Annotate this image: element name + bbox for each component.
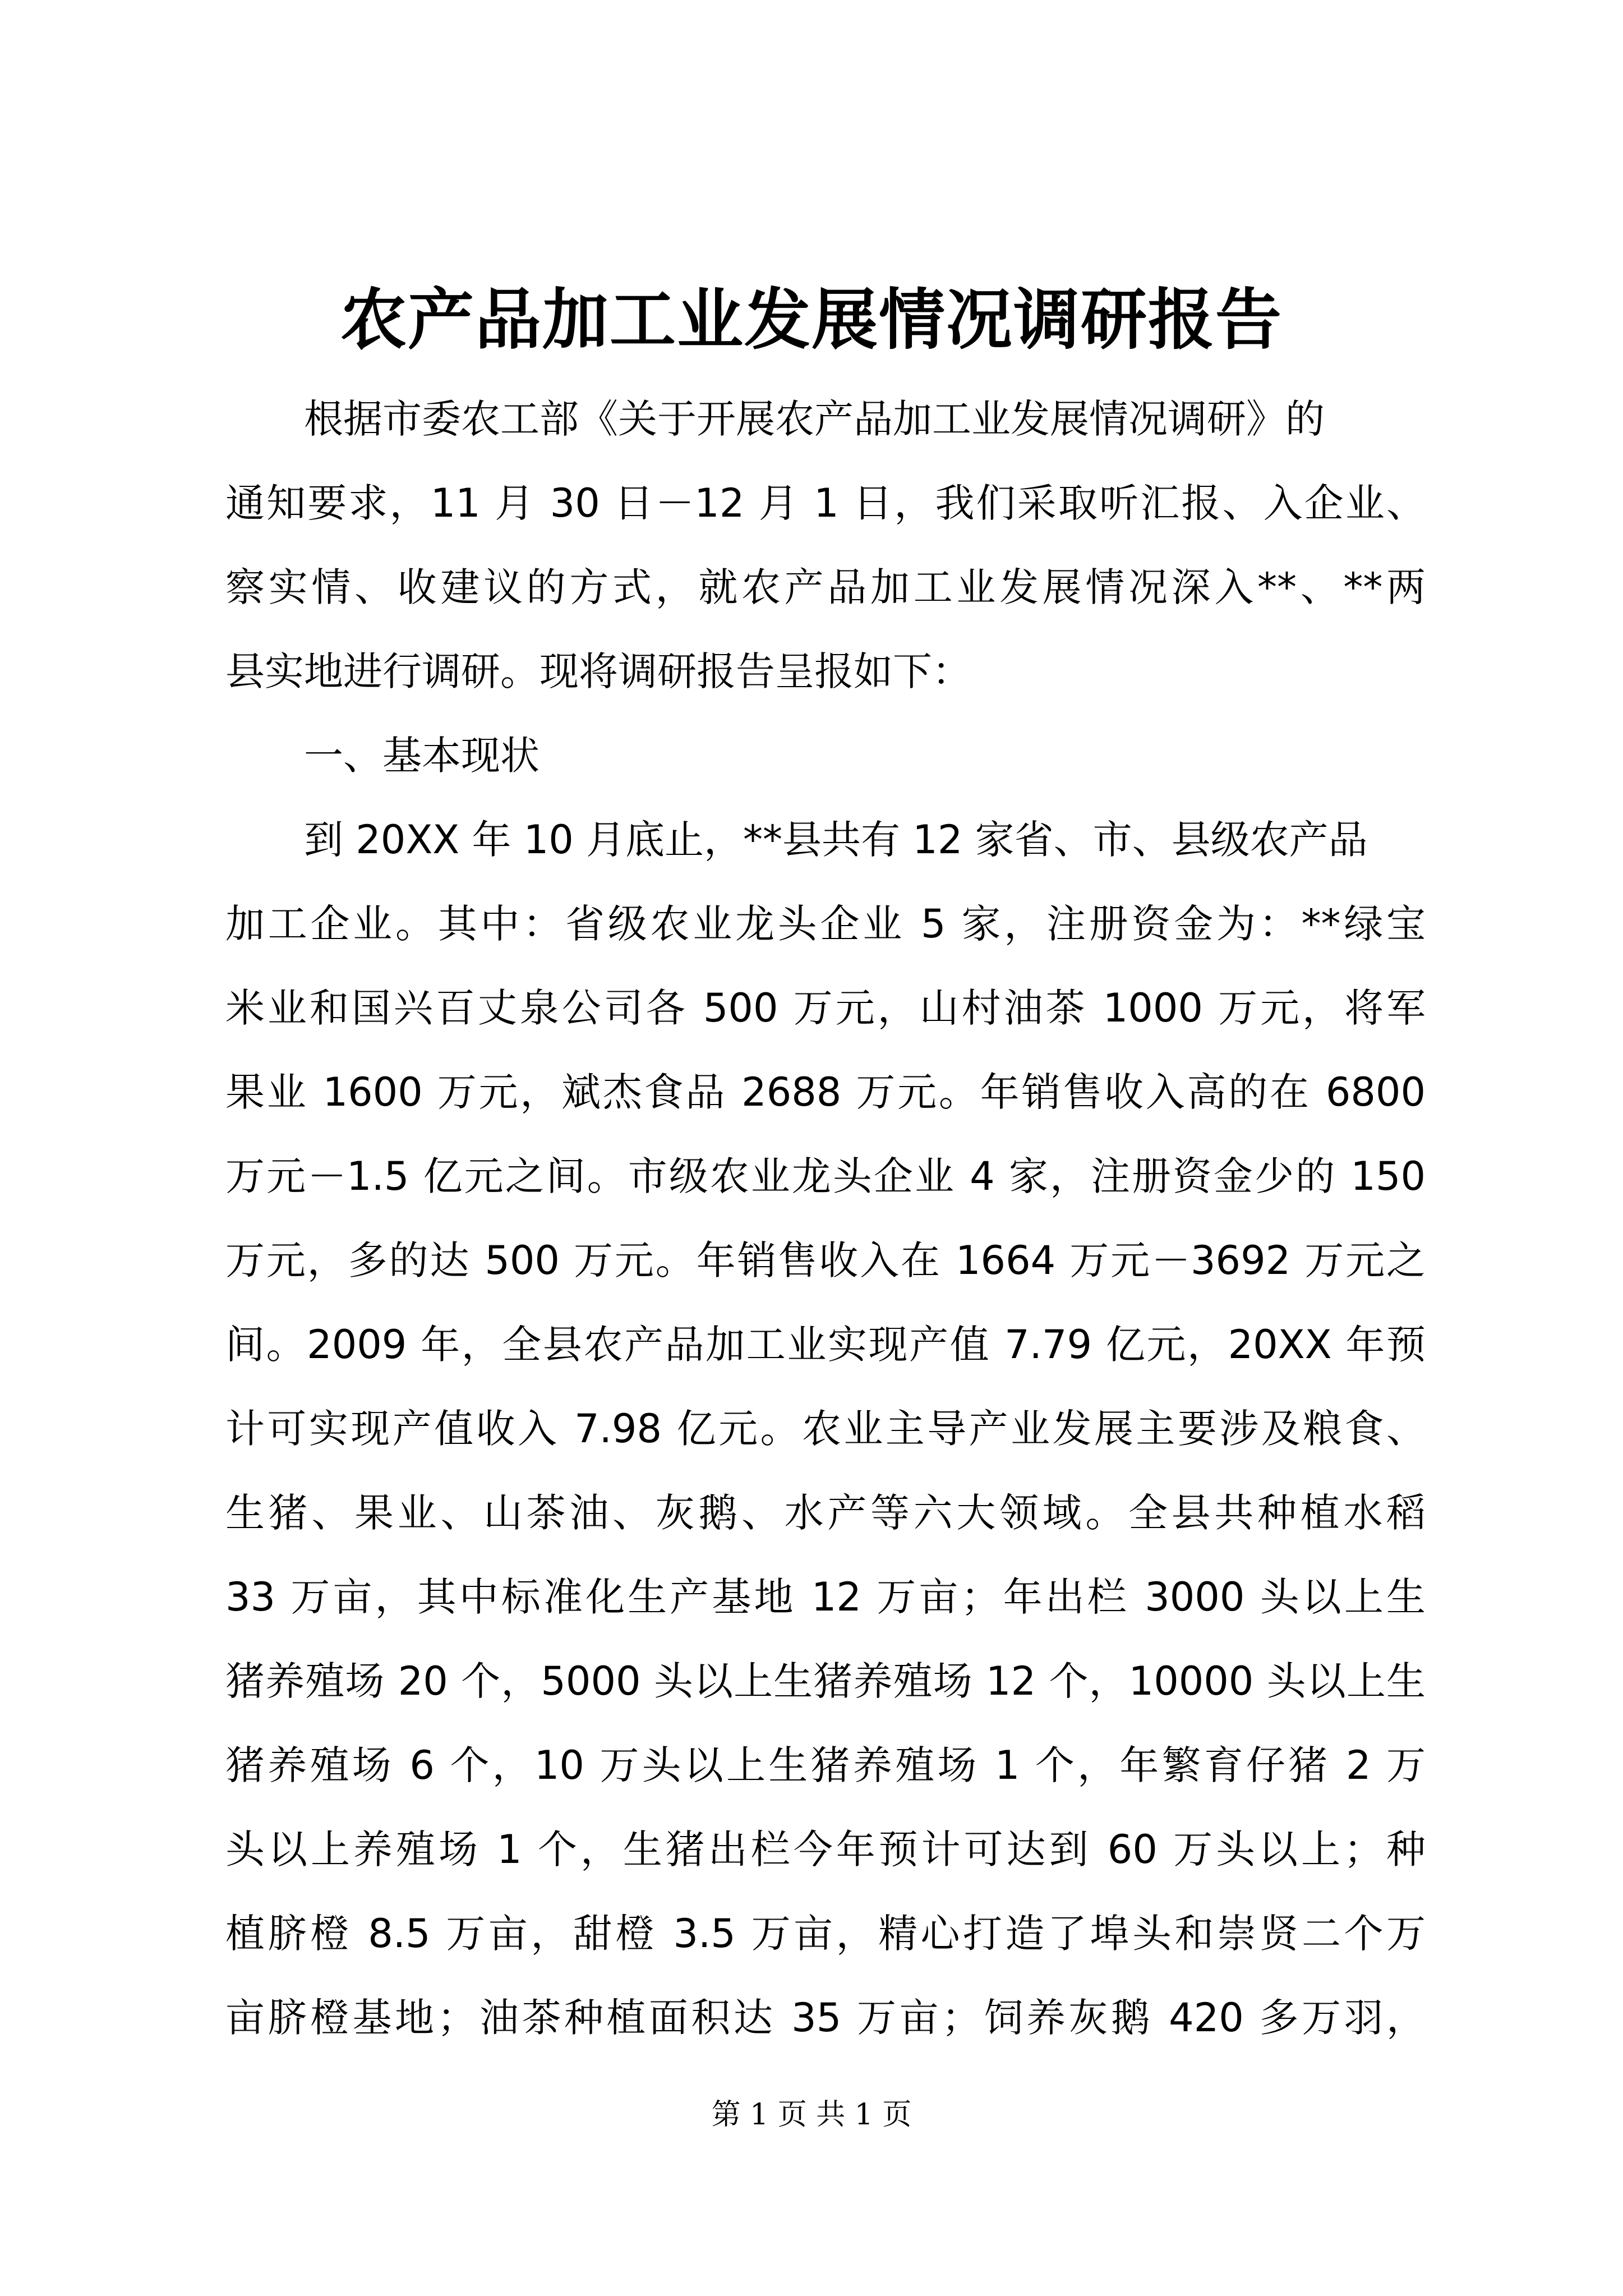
body-line: 植脐橙 8.5 万亩，甜橙 3.5 万亩，精心打造了埠头和崇贤二个万 (225, 1911, 1426, 1957)
body-line: 亩脐橙基地；油茶种植面积达 35 万亩；饲养灰鹅 420 多万羽， (225, 1995, 1426, 2041)
body-line: 猪养殖场 6 个，10 万头以上生猪养殖场 1 个，年繁育仔猪 2 万 (225, 1742, 1426, 1788)
body-line: 万元－1.5 亿元之间。市级农业龙头企业 4 家，注册资金少的 150 (225, 1153, 1426, 1199)
body-line: 米业和国兴百丈泉公司各 500 万元，山村油茶 1000 万元，将军 (225, 985, 1426, 1031)
body-line: 33 万亩，其中标准化生产基地 12 万亩；年出栏 3000 头以上生 (225, 1574, 1426, 1620)
body-line: 头以上养殖场 1 个，生猪出栏今年预计可达到 60 万头以上；种 (225, 1826, 1426, 1872)
body-line: 猪养殖场 20 个，5000 头以上生猪养殖场 12 个，10000 头以上生 (225, 1658, 1426, 1704)
body-line: 加工企业。其中：省级农业龙头企业 5 家，注册资金为：**绿宝 (225, 901, 1426, 947)
section-heading: 一、基本现状 (304, 733, 540, 779)
body-line: 果业 1600 万元，斌杰食品 2688 万元。年销售收入高的在 6800 (225, 1069, 1426, 1115)
body-line: 万元，多的达 500 万元。年销售收入在 1664 万元－3692 万元之 (225, 1237, 1426, 1283)
body-line: 察实情、收建议的方式，就农产品加工业发展情况深入**、**两 (225, 564, 1426, 610)
body-line: 通知要求，11 月 30 日－12 月 1 日，我们采取听汇报、入企业、 (225, 480, 1426, 526)
document-title: 农产品加工业发展情况调研报告 (340, 280, 1283, 358)
body-line: 生猪、果业、山茶油、灰鹅、水产等六大领域。全县共种植水稻 (225, 1490, 1426, 1536)
body-line: 间。2009 年，全县农产品加工业实现产值 7.79 亿元，20XX 年预 (225, 1322, 1426, 1368)
page-footer: 第 1 页 共 1 页 (711, 2098, 912, 2132)
body-line: 计可实现产值收入 7.98 亿元。农业主导产业发展主要涉及粮食、 (225, 1406, 1426, 1452)
body-line: 县实地进行调研。现将调研报告呈报如下： (225, 648, 971, 694)
body-line: 到 20XX 年 10 月底止，**县共有 12 家省、市、县级农产品 (304, 817, 1368, 863)
body-line: 根据市委农工部《关于开展农产品加工业发展情况调研》的 (304, 396, 1325, 442)
document-body (225, 377, 1426, 2060)
